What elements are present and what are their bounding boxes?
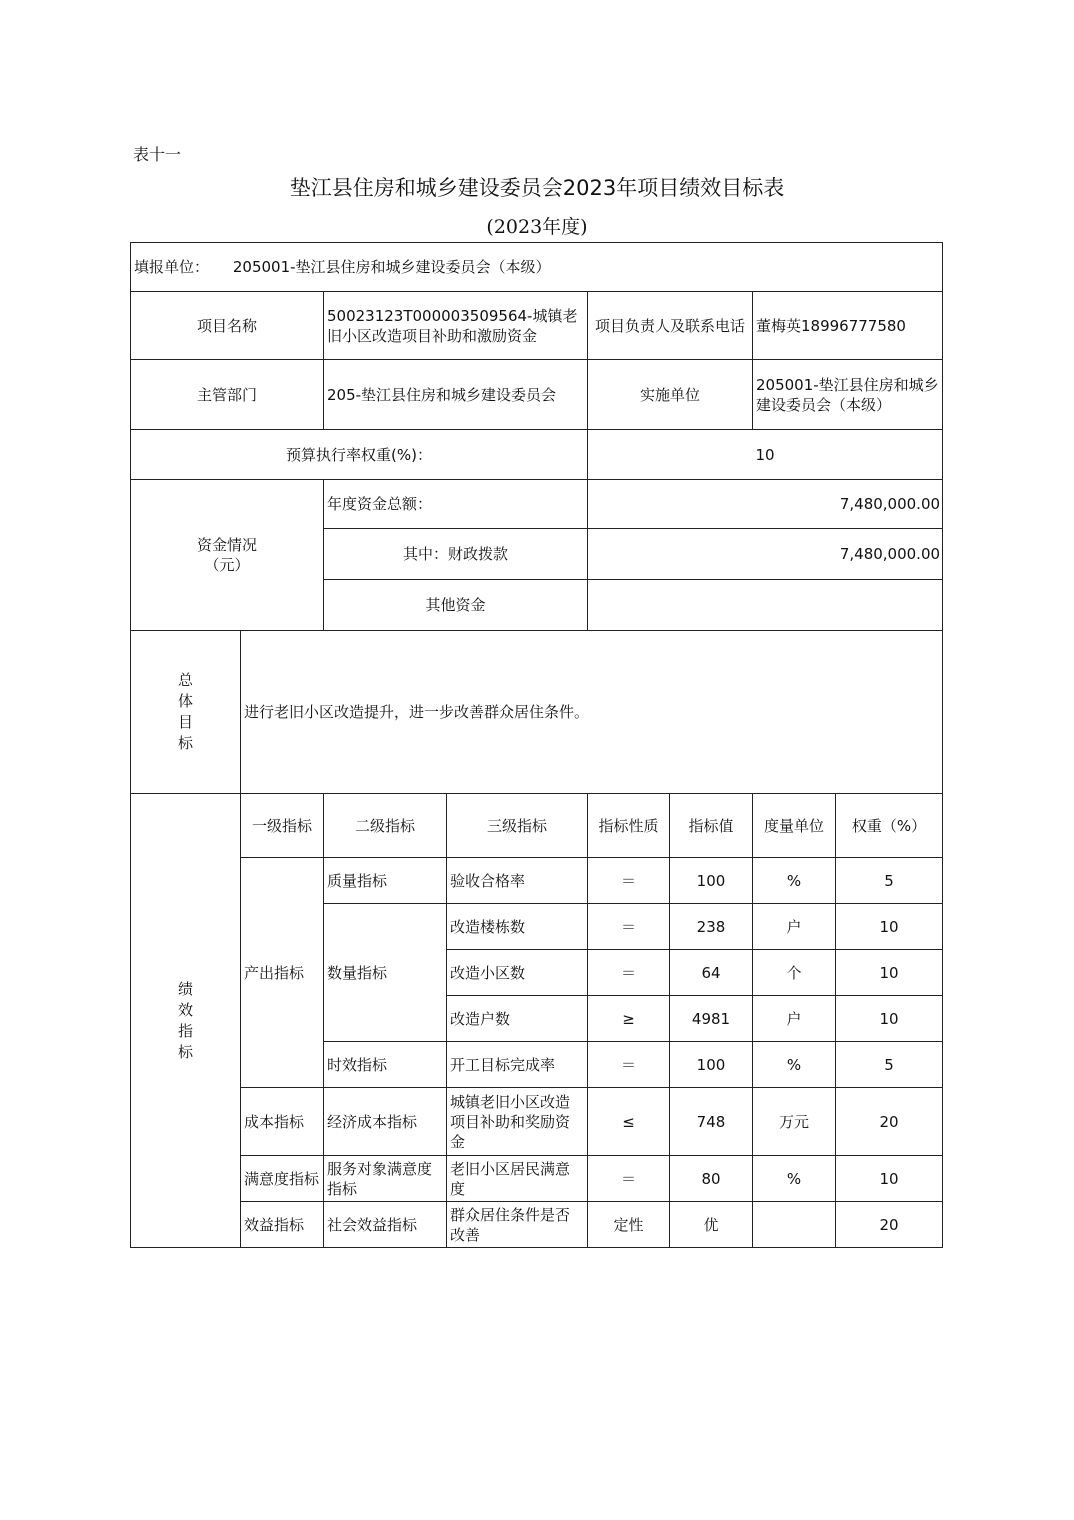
level3-cell: 城镇老旧小区改造项目补助和奖励资金 bbox=[447, 1088, 588, 1156]
overall-goal-label: 总体目标 bbox=[131, 631, 241, 794]
header-level1: 一级指标 bbox=[241, 794, 324, 858]
value-cell: 80 bbox=[670, 1156, 753, 1202]
header-value: 指标值 bbox=[670, 794, 753, 858]
level1-output: 产出指标 bbox=[241, 858, 324, 1088]
project-name-value: 50023123T000003509564-城镇老旧小区改造项目补助和激励资金 bbox=[324, 292, 588, 360]
weight-cell: 20 bbox=[836, 1202, 943, 1248]
unit-cell: % bbox=[753, 1042, 836, 1088]
funds-total-value: 7,480,000.00 bbox=[588, 480, 943, 529]
page-subtitle: (2023年度) bbox=[486, 216, 588, 238]
level3-cell: 开工目标完成率 bbox=[447, 1042, 588, 1088]
weight-cell: 5 bbox=[836, 858, 943, 904]
value-cell: 优 bbox=[670, 1202, 753, 1248]
nature-cell: ＝ bbox=[588, 1156, 670, 1202]
level2-social-benefit: 社会效益指标 bbox=[324, 1202, 447, 1248]
performance-table bbox=[130, 242, 943, 1248]
unit-cell: % bbox=[753, 858, 836, 904]
header-unit: 度量单位 bbox=[753, 794, 836, 858]
header-level2: 二级指标 bbox=[324, 794, 447, 858]
level2-timeliness: 时效指标 bbox=[324, 1042, 447, 1088]
level2-quantity: 数量指标 bbox=[324, 904, 447, 1042]
level3-cell: 改造小区数 bbox=[447, 950, 588, 996]
weight-cell: 20 bbox=[836, 1088, 943, 1156]
unit-cell bbox=[753, 1202, 836, 1248]
header-weight: 权重（%） bbox=[836, 794, 943, 858]
fill-unit-label: 填报单位： bbox=[134, 258, 210, 276]
unit-cell: 个 bbox=[753, 950, 836, 996]
weight-cell: 10 bbox=[836, 904, 943, 950]
funds-fiscal-value: 7,480,000.00 bbox=[588, 529, 943, 580]
doc-label: 表十一 bbox=[133, 145, 182, 164]
value-cell: 4981 bbox=[670, 996, 753, 1042]
weight-cell: 10 bbox=[836, 996, 943, 1042]
budget-weight-label: 预算执行率权重(%)： bbox=[131, 430, 588, 480]
project-name-label: 项目名称 bbox=[131, 292, 324, 360]
overall-goal-text: 进行老旧小区改造提升，进一步改善群众居住条件。 bbox=[241, 631, 943, 794]
level3-cell: 改造户数 bbox=[447, 996, 588, 1042]
weight-cell: 10 bbox=[836, 950, 943, 996]
nature-cell: ＝ bbox=[588, 950, 670, 996]
nature-cell: ＝ bbox=[588, 904, 670, 950]
page-title: 垫江县住房和城乡建设委员会2023年项目绩效目标表 bbox=[289, 176, 785, 200]
funds-label: 资金情况（元） bbox=[131, 480, 324, 631]
level1-benefit: 效益指标 bbox=[241, 1202, 324, 1248]
table-row bbox=[131, 1088, 943, 1156]
indicators-label: 绩效指标 bbox=[131, 794, 241, 1248]
unit-cell: 户 bbox=[753, 996, 836, 1042]
value-cell: 238 bbox=[670, 904, 753, 950]
fill-unit-value: 205001-垫江县住房和城乡建设委员会（本级） bbox=[232, 258, 551, 276]
nature-cell: ＝ bbox=[588, 858, 670, 904]
nature-cell: ≥ bbox=[588, 996, 670, 1042]
weight-cell: 5 bbox=[836, 1042, 943, 1088]
dept-value: 205-垫江县住房和城乡建设委员会 bbox=[324, 360, 588, 430]
unit-cell: 万元 bbox=[753, 1088, 836, 1156]
unit-cell: % bbox=[753, 1156, 836, 1202]
nature-cell: ＝ bbox=[588, 1042, 670, 1088]
header-level3: 三级指标 bbox=[447, 794, 588, 858]
level3-cell: 改造楼栋数 bbox=[447, 904, 588, 950]
level2-economic-cost: 经济成本指标 bbox=[324, 1088, 447, 1156]
contact-value: 董梅英18996777580 bbox=[753, 292, 943, 360]
funds-other-value bbox=[588, 580, 943, 631]
table-row bbox=[131, 1202, 943, 1248]
table-row bbox=[131, 858, 943, 904]
unit-cell: 户 bbox=[753, 904, 836, 950]
level3-cell: 群众居住条件是否改善 bbox=[447, 1202, 588, 1248]
contact-label: 项目负责人及联系电话 bbox=[588, 292, 753, 360]
impl-value: 205001-垫江县住房和城乡建设委员会（本级） bbox=[753, 360, 943, 430]
funds-fiscal-label: 其中：财政拨款 bbox=[324, 529, 588, 580]
funds-other-label: 其他资金 bbox=[324, 580, 588, 631]
level3-cell: 老旧小区居民满意度 bbox=[447, 1156, 588, 1202]
budget-weight-value: 10 bbox=[588, 430, 943, 480]
level3-cell: 验收合格率 bbox=[447, 858, 588, 904]
impl-label: 实施单位 bbox=[588, 360, 753, 430]
value-cell: 100 bbox=[670, 1042, 753, 1088]
dept-label: 主管部门 bbox=[131, 360, 324, 430]
weight-cell: 10 bbox=[836, 1156, 943, 1202]
level2-service-satisfaction: 服务对象满意度指标 bbox=[324, 1156, 447, 1202]
table-row bbox=[131, 1156, 943, 1202]
funds-total-label: 年度资金总额： bbox=[324, 480, 588, 529]
level1-cost: 成本指标 bbox=[241, 1088, 324, 1156]
nature-cell: 定性 bbox=[588, 1202, 670, 1248]
header-nature: 指标性质 bbox=[588, 794, 670, 858]
nature-cell: ≤ bbox=[588, 1088, 670, 1156]
level1-satisfaction: 满意度指标 bbox=[241, 1156, 324, 1202]
value-cell: 64 bbox=[670, 950, 753, 996]
value-cell: 100 bbox=[670, 858, 753, 904]
level2-quality: 质量指标 bbox=[324, 858, 447, 904]
fill-unit-row bbox=[131, 243, 943, 292]
value-cell: 748 bbox=[670, 1088, 753, 1156]
